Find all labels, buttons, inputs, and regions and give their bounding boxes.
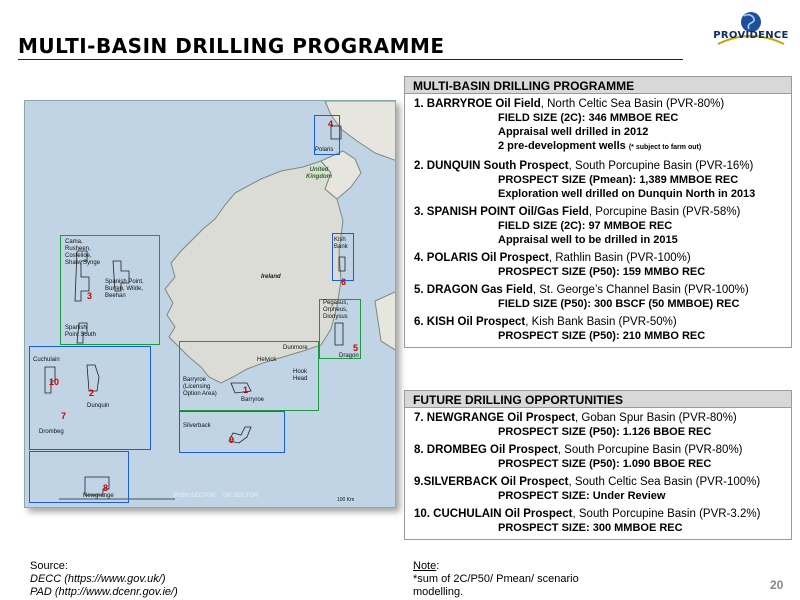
map-label-barryroe-area: Barryroe (Licensing Option Area) (183, 377, 217, 397)
page-title: MULTI-BASIN DRILLING PROGRAMME (18, 34, 445, 58)
map-marker-7: 7 (61, 411, 67, 421)
map-marker-8: 8 (103, 483, 109, 493)
item-name: 3. SPANISH POINT Oil/Gas Field (414, 206, 589, 218)
newgrange-area-box (29, 451, 129, 503)
page-number: 20 (770, 578, 784, 592)
drilling-programme-list (404, 94, 792, 348)
list-item (414, 283, 785, 311)
item-basin: , North Celtic Sea Basin (PVR-80%) (540, 98, 725, 110)
list-item (414, 315, 785, 343)
item-detail: PROSPECT SIZE (P50): 159 MMBO REC (498, 266, 706, 278)
item-detail: Appraisal well to be drilled in 2015 (498, 234, 678, 246)
item-detail: PROSPECT SIZE (P50): 1.126 BBOE REC (498, 426, 712, 438)
map-label-ireland: Ireland (261, 274, 281, 280)
future-opportunities-header: FUTURE DRILLING OPPORTUNITIES (404, 390, 792, 408)
map-label-dragon: Dragon (339, 353, 359, 359)
item-footnote: (* subject to farm out) (628, 144, 702, 151)
map-label-helvick: Helvick (257, 357, 277, 363)
item-basin: , South Porcupine Basin (PVR-16%) (568, 160, 754, 172)
map-marker-9: 9 (229, 435, 235, 445)
source-pad: PAD (http://www.dcenr.gov.ie/) (30, 586, 178, 598)
future-opportunities-panel (404, 390, 792, 540)
item-basin: , St. George’s Channel Basin (PVR-100%) (532, 284, 749, 296)
item-name: 7. NEWGRANGE Oil Prospect (414, 412, 576, 424)
map-marker-1: 1 (243, 385, 249, 395)
item-basin: , Rathlin Basin (PVR-100%) (548, 252, 691, 264)
source-footer (30, 560, 178, 599)
item-detail: PROSPECT SIZE: Under Review (498, 490, 666, 502)
title-underline (18, 59, 683, 60)
providence-logo (708, 8, 794, 58)
map-marker-4: 4 (328, 119, 334, 129)
item-name: 1. BARRYROE Oil Field (414, 98, 541, 110)
list-item (414, 411, 785, 439)
item-basin: , Goban Spur Basin (PVR-80%) (575, 412, 737, 424)
note-footer (413, 560, 579, 599)
map-label-barryroe: Barryroe (241, 397, 265, 403)
list-item (414, 97, 785, 155)
map-marker-5: 5 (353, 343, 359, 353)
map-label-spanish-point-south: Spanish Point South (65, 325, 97, 338)
map-label-drombeg: Drombeg (39, 429, 64, 435)
map-label-hook-head: Hook Head (293, 369, 308, 382)
map-label-polaris: Polaris (315, 147, 334, 153)
item-detail: PROSPECT SIZE (Pmean): 1,389 MMBOE REC (498, 174, 739, 186)
map-label-silverback: Silverback (183, 423, 211, 429)
map-label-dunmore: Dunmore (283, 345, 308, 351)
item-basin: , Porcupine Basin (PVR-58%) (588, 206, 741, 218)
item-detail: Appraisal well drilled in 2012 (498, 126, 649, 138)
map-label-kish-bank: Kish Bank (334, 237, 348, 250)
map-label-newgrange: Newgrange (83, 493, 114, 499)
map-marker-10: 10 (49, 377, 60, 387)
map-scale-label: 100 Km (337, 497, 355, 503)
future-opportunities-list (404, 408, 792, 540)
item-detail: PROSPECT SIZE (P50): 210 MMBO REC (498, 330, 706, 342)
map-label-uk-sector: UK SECTOR (223, 493, 259, 499)
source-label: Source: (30, 560, 68, 572)
item-name: 9.SILVERBACK Oil Prospect (414, 476, 569, 488)
map-label-cuchulain: Cuchulain (33, 357, 60, 363)
item-name: 2. DUNQUIN South Prospect (414, 160, 569, 172)
item-name: 10. CUCHULAIN Oil Prospect (414, 508, 573, 520)
map-label-cama-group: Cama, Rusheen, Costelloe, Shaw, Synge (65, 239, 101, 266)
wales-landmass (375, 291, 396, 351)
list-item (414, 159, 785, 201)
map-marker-3: 3 (87, 291, 93, 301)
list-item (414, 475, 785, 503)
list-item (414, 251, 785, 279)
list-item (414, 507, 785, 535)
item-name: 8. DROMBEG Oil Prospect (414, 444, 558, 456)
map-label-irish-sector: IRISH SECTOR (173, 493, 216, 499)
item-detail: Exploration well drilled on Dunquin North in 2013 (498, 188, 756, 200)
item-detail: FIELD SIZE (2C): 346 MMBOE REC (498, 112, 679, 124)
note-colon: : (436, 560, 440, 572)
note-line-2: modelling. (413, 586, 464, 598)
silverback-area-box (179, 411, 285, 453)
item-detail-text: 2 pre-development wells (498, 140, 629, 152)
source-decc: DECC (https://www.gov.uk/) (30, 573, 166, 585)
item-detail (414, 139, 785, 155)
item-basin: , South Porcupine Basin (PVR-3.2%) (572, 508, 761, 520)
map-label-spanish-point-group: Spanish Point, Burren, Wilde, Beehan (105, 279, 144, 299)
list-item (414, 443, 785, 471)
item-basin: , South Porcupine Basin (PVR-80%) (557, 444, 743, 456)
item-basin: , Kish Bank Basin (PVR-50%) (525, 316, 677, 328)
drilling-programme-panel (404, 76, 792, 348)
drilling-programme-header: MULTI-BASIN DRILLING PROGRAMME (404, 76, 792, 94)
map-label-united-kingdom: United Kingdom (306, 167, 332, 180)
item-basin: , South Celtic Sea Basin (PVR-100%) (568, 476, 761, 488)
item-detail: PROSPECT SIZE: 300 MMBOE REC (498, 522, 683, 534)
map-label-dunquin: Dunquin (87, 403, 110, 409)
item-detail: FIELD SIZE (2C): 97 MMBOE REC (498, 220, 673, 232)
ireland-basin-map (24, 100, 396, 508)
note-line-1: *sum of 2C/P50/ Pmean/ scenario (413, 573, 579, 585)
item-detail: PROSPECT SIZE (P50): 1.090 BBOE REC (498, 458, 712, 470)
note-label: Note (413, 560, 437, 572)
list-item (414, 205, 785, 247)
item-name: 4. POLARIS Oil Prospect (414, 252, 549, 264)
item-name: 5. DRAGON Gas Field (414, 284, 533, 296)
item-name: 6. KISH Oil Prospect (414, 316, 526, 328)
map-marker-6: 6 (341, 277, 347, 287)
item-detail: FIELD SIZE (P50): 300 BSCF (50 MMBOE) REC (498, 298, 740, 310)
map-label-pegasus: Pegasus, Orpheus, Dionysus (323, 300, 349, 320)
logo-text: PROVIDENCE (713, 30, 789, 41)
map-marker-2: 2 (89, 388, 95, 398)
